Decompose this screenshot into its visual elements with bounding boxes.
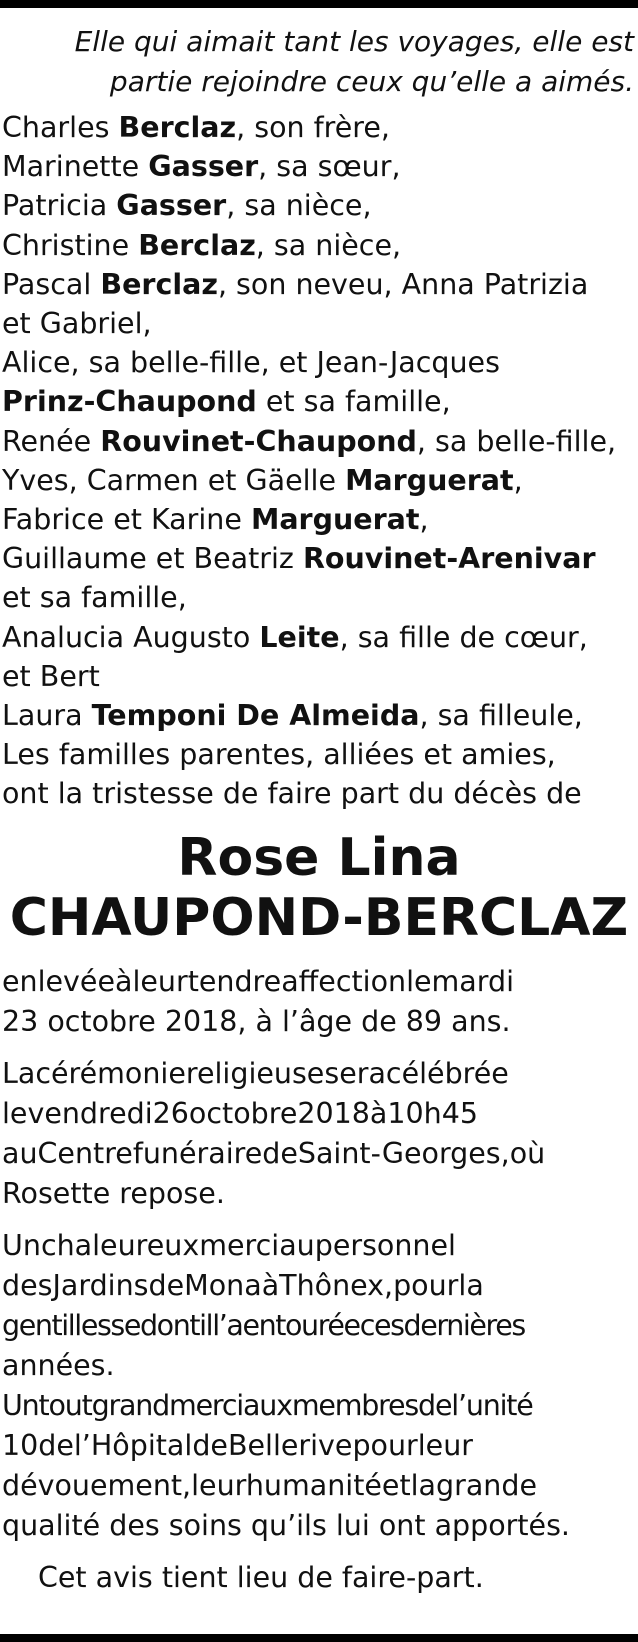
text-segment: et sa famille, xyxy=(2,581,187,615)
word: h xyxy=(423,1096,442,1130)
text-segment: Pascal xyxy=(2,267,101,301)
word: 10 xyxy=(387,1096,424,1130)
text-segment: , sa belle-fille, xyxy=(416,424,617,458)
text-segment: Les familles parentes, alliées et amies, xyxy=(2,738,556,772)
text-segment: ont la tristesse de faire part du décès de xyxy=(2,777,582,811)
word: vendredi xyxy=(27,1096,153,1130)
word: octobre xyxy=(188,1096,298,1130)
paragraph-line xyxy=(2,1466,636,1506)
word: la xyxy=(410,1468,437,1502)
text-segment: , son neveu, Anna Patrizia xyxy=(217,267,589,301)
family-member-line xyxy=(2,500,636,539)
paragraph-line xyxy=(2,1226,636,1266)
text-segment: et Bert xyxy=(2,659,100,693)
word: de xyxy=(38,1428,74,1462)
word: humanité xyxy=(245,1468,382,1502)
family-list xyxy=(2,108,636,814)
text-segment: , xyxy=(419,503,429,537)
family-member-line xyxy=(2,539,636,578)
word: Thônex, xyxy=(279,1268,394,1302)
family-member-line xyxy=(2,735,636,774)
surname: Berclaz xyxy=(138,228,256,262)
word: ces xyxy=(359,1308,404,1342)
surname: Rouvinet-Arenivar xyxy=(302,542,596,576)
text-segment: Renée xyxy=(2,424,101,458)
family-member-line xyxy=(2,343,636,382)
word: l’unité xyxy=(451,1388,533,1422)
family-member-line xyxy=(2,226,636,265)
word: merci xyxy=(199,1228,280,1262)
word: dévouement, xyxy=(2,1468,192,1502)
word: à xyxy=(261,1268,280,1302)
family-member-line xyxy=(2,578,636,617)
word: il xyxy=(199,1308,213,1342)
word: Bellerive xyxy=(227,1428,353,1462)
surname: Prinz-Chaupond xyxy=(2,385,257,419)
word: affection xyxy=(281,964,407,998)
paragraph-line xyxy=(2,1426,636,1466)
word: chaleureux xyxy=(40,1228,200,1262)
deceased-last-name: CHAUPOND-BERCLAZ xyxy=(9,887,629,948)
word: sera xyxy=(324,1056,386,1090)
word: la xyxy=(458,1268,484,1302)
word: où xyxy=(509,1136,546,1170)
word: leur xyxy=(417,1428,473,1462)
paragraph-line: Rosette repose. xyxy=(2,1176,225,1210)
word: et xyxy=(381,1468,411,1502)
word: le xyxy=(2,1096,28,1130)
text-segment: , sa nièce, xyxy=(226,189,372,223)
text-segment: Marinette xyxy=(2,150,149,184)
family-member-line xyxy=(2,774,636,813)
family-member-line xyxy=(2,265,636,304)
text-segment: Alice, sa belle-fille, et Jean-Jacques xyxy=(2,346,500,380)
word: mardi xyxy=(431,964,514,998)
word: leur xyxy=(191,1468,246,1502)
word: tendre xyxy=(187,964,282,998)
passing-paragraph xyxy=(2,962,636,1042)
epigraph-line: Elle qui aimait tant les voyages, elle est xyxy=(74,25,634,58)
text-segment: et sa famille, xyxy=(256,385,451,419)
word: La xyxy=(2,1056,36,1090)
word: personnel xyxy=(314,1228,456,1262)
word: de xyxy=(262,1136,298,1170)
word: 45 xyxy=(441,1096,478,1130)
surname: Berclaz xyxy=(100,267,218,301)
paragraph-line xyxy=(2,1134,636,1174)
word: grand xyxy=(91,1388,170,1422)
text-segment: , son frère, xyxy=(236,111,390,144)
word: religieuse xyxy=(185,1056,325,1090)
text-segment: , sa fille de cœur, xyxy=(339,620,588,654)
word: membres xyxy=(291,1388,419,1422)
word: Centre xyxy=(37,1136,133,1170)
word: Saint-Georges, xyxy=(297,1136,510,1170)
word: enlevée xyxy=(2,964,115,998)
word: leur xyxy=(132,964,188,998)
text-segment: Fabrice et Karine xyxy=(2,503,251,537)
word: aux xyxy=(243,1388,292,1422)
epigraph xyxy=(2,22,636,102)
text-segment: Yves, Carmen et Gäelle xyxy=(2,463,346,497)
deceased-first-names: Rose Lina xyxy=(177,827,461,888)
bottom-border-rule xyxy=(0,1634,638,1642)
epigraph-line: partie rejoindre ceux qu’elle a aimés. xyxy=(109,65,634,98)
paragraph-line: 23 octobre 2018, à l’âge de 89 ans. xyxy=(2,1004,511,1038)
word: Un xyxy=(2,1228,41,1262)
text-segment: Patricia xyxy=(2,189,117,223)
word: tout xyxy=(38,1388,92,1422)
word: funéraire xyxy=(132,1136,263,1170)
word: pour xyxy=(393,1268,459,1302)
word: gentillesse xyxy=(2,1308,140,1342)
text-segment: , sa sœur, xyxy=(258,150,401,184)
surname: Berclaz xyxy=(118,111,237,144)
word: le xyxy=(406,964,432,998)
word: l’a xyxy=(212,1308,243,1342)
text-segment: , sa filleule, xyxy=(419,699,583,733)
text-segment: , xyxy=(513,463,523,497)
thanks-paragraph-2 xyxy=(2,1386,636,1546)
word: à xyxy=(114,964,133,998)
family-member-line xyxy=(2,461,636,500)
word: merci xyxy=(169,1388,244,1422)
text-segment: Analucia Augusto xyxy=(2,620,260,654)
surname: Marguerat xyxy=(250,503,420,537)
word: 10 xyxy=(2,1428,39,1462)
paragraph-line xyxy=(2,1306,636,1346)
word: dont xyxy=(139,1308,200,1342)
word: 26 xyxy=(152,1096,189,1130)
word: au xyxy=(279,1228,315,1262)
family-member-line xyxy=(2,186,636,225)
paragraph-line xyxy=(2,962,636,1002)
family-member-line xyxy=(2,696,636,735)
word: 2018 xyxy=(297,1096,370,1130)
paragraph-line: qualité des soins qu’ils lui ont apportés. xyxy=(2,1508,570,1542)
word: Un xyxy=(2,1388,39,1422)
word: au xyxy=(2,1136,38,1170)
obituary-notice xyxy=(2,22,636,1598)
thanks-paragraph-1 xyxy=(2,1226,636,1386)
word: des xyxy=(2,1268,53,1302)
word: cérémonie xyxy=(35,1056,186,1090)
word: de xyxy=(192,1428,228,1462)
surname: Rouvinet-Chaupond xyxy=(100,424,417,458)
paragraph-line xyxy=(2,1094,636,1134)
paragraph-line: années. xyxy=(2,1348,115,1382)
word: célébrée xyxy=(385,1056,509,1090)
text-segment: Charles xyxy=(2,111,119,144)
family-member-line xyxy=(2,422,636,461)
word: entourée xyxy=(242,1308,360,1342)
family-member-line xyxy=(2,657,636,696)
text-segment: , sa nièce, xyxy=(255,228,402,262)
deceased-name xyxy=(2,828,636,948)
ceremony-paragraph xyxy=(2,1054,636,1214)
surname: Marguerat xyxy=(345,463,514,497)
word: l’Hôpital xyxy=(73,1428,193,1462)
family-member-line xyxy=(2,618,636,657)
family-member-line xyxy=(2,304,636,343)
top-border-rule xyxy=(0,0,638,8)
paragraph-line xyxy=(2,1054,636,1094)
surname: Leite xyxy=(259,620,340,654)
text-segment: Laura xyxy=(2,699,92,733)
closing-note: Cet avis tient lieu de faire-part. xyxy=(38,1560,484,1594)
word: dernières xyxy=(403,1308,525,1342)
word: à xyxy=(369,1096,388,1130)
family-member-line xyxy=(2,108,636,147)
word: pour xyxy=(352,1428,418,1462)
family-member-line xyxy=(2,147,636,186)
surname: Temponi De Almeida xyxy=(91,699,420,733)
text-segment: et Gabriel, xyxy=(2,307,152,341)
word: Mona xyxy=(184,1268,262,1302)
text-segment: Christine xyxy=(2,228,139,262)
text-segment: Guillaume et Beatriz xyxy=(2,542,303,576)
paragraph-line xyxy=(2,1266,636,1306)
family-member-line xyxy=(2,382,636,421)
paragraph-line xyxy=(2,1386,636,1426)
word: grande xyxy=(436,1468,537,1502)
surname: Gasser xyxy=(148,150,259,184)
word: Jardins xyxy=(52,1268,149,1302)
surname: Gasser xyxy=(116,189,227,223)
word: de xyxy=(418,1388,452,1422)
word: de xyxy=(148,1268,185,1302)
